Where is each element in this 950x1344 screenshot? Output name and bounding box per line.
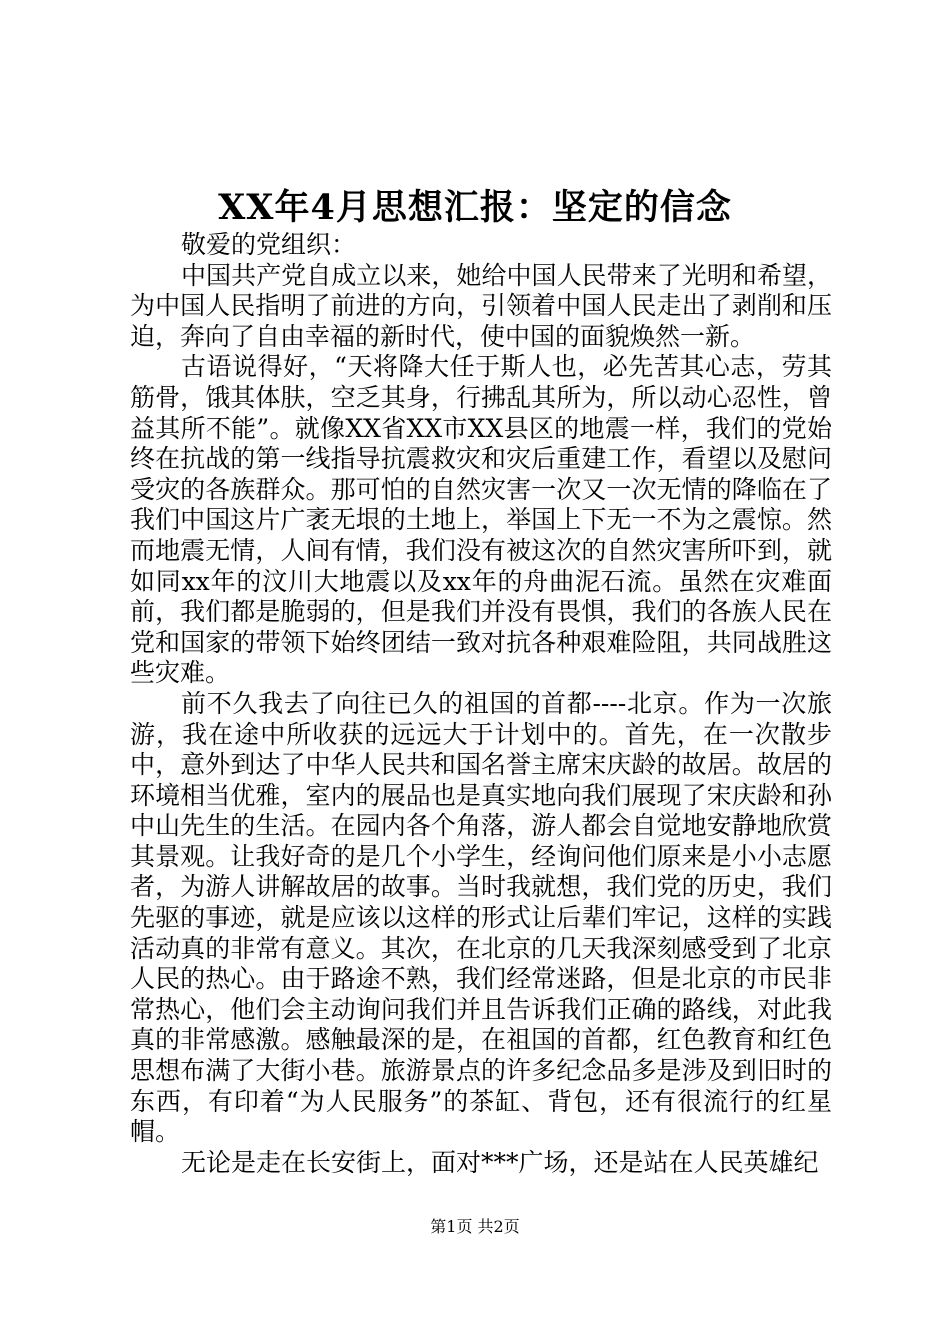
- paragraph-2: 古语说得好，“天将降大任于斯人也，必先苦其心志，劳其筋骨，饿其体肤，空乏其身，行拂乱其所为，所以动心忍性，曾益其所不能”。就像XX省XX市XX县区的地震一样，我们的党始终在抗战的第一线指导抗震救灾和灾后重建工作，看望以及慰问受灾的各族群众。那可怕的自然灾害一次又一次无情的降临在了我们中国这片广袤无垠的土地上，举国上下无一不为之震惊。然而地震无情，人间有情，我们没有被这次的自然灾害所吓到，就如同xx年的汶川大地震以及xx年的舟曲泥石流。虽然在灾难面前，我们都是脆弱的，但是我们并没有畏惧，我们的各族人民在党和国家的带领下始终团结一致对抗各种艰难险阻，共同战胜这些灾难。: [130, 352, 832, 688]
- paragraph-4: 无论是走在长安街上，面对***广场，还是站在人民英雄纪: [181, 1147, 819, 1177]
- page-footer: 第1页 共2页: [430, 1217, 520, 1236]
- paragraph-3: 前不久我去了向往已久的祖国的首都----北京。作为一次旅游，我在途中所收获的远远大于计划中的。首先，在一次散步中，意外到达了中华人民共和国名誉主席宋庆龄的故居。故居的环境相当优雅，室内的展品也是真实地向我们展现了宋庆龄和孙中山先生的生活。在园内各个角落，游人都会自觉地安静地欣赏其景观。让我好奇的是几个小学生，经询问他们原来是小小志愿者，为游人讲解故居的故事。当时我就想，我们党的历史，我们先驱的事迹，就是应该以这样的形式让后辈们牢记，这样的实践活动真的非常有意义。其次，在北京的几天我深刻感受到了北京人民的热心。由于路途不熟，我们经常迷路，但是北京的市民非常热心，他们会主动询问我们并且告诉我们正确的路线，对此我真的非常感激。感触最深的是，在祖国的首都，红色教育和红色思想布满了大街小巷。旅游景点的许多纪念品多是涉及到旧时的东西，有印着“为人民服务”的茶缸、背包，还有很流行的红星帽。: [130, 688, 832, 1147]
- document-body: [130, 230, 832, 1178]
- paragraph-1: 中国共产党自成立以来，她给中国人民带来了光明和希望，为中国人民指明了前进的方向，引领着中国人民走出了剥削和压迫，奔向了自由幸福的新时代，使中国的面貌焕然一新。: [130, 260, 832, 351]
- salutation: 敬爱的党组织：: [181, 230, 357, 259]
- document-title: XX年4月思想汇报：坚定的信念: [218, 187, 732, 228]
